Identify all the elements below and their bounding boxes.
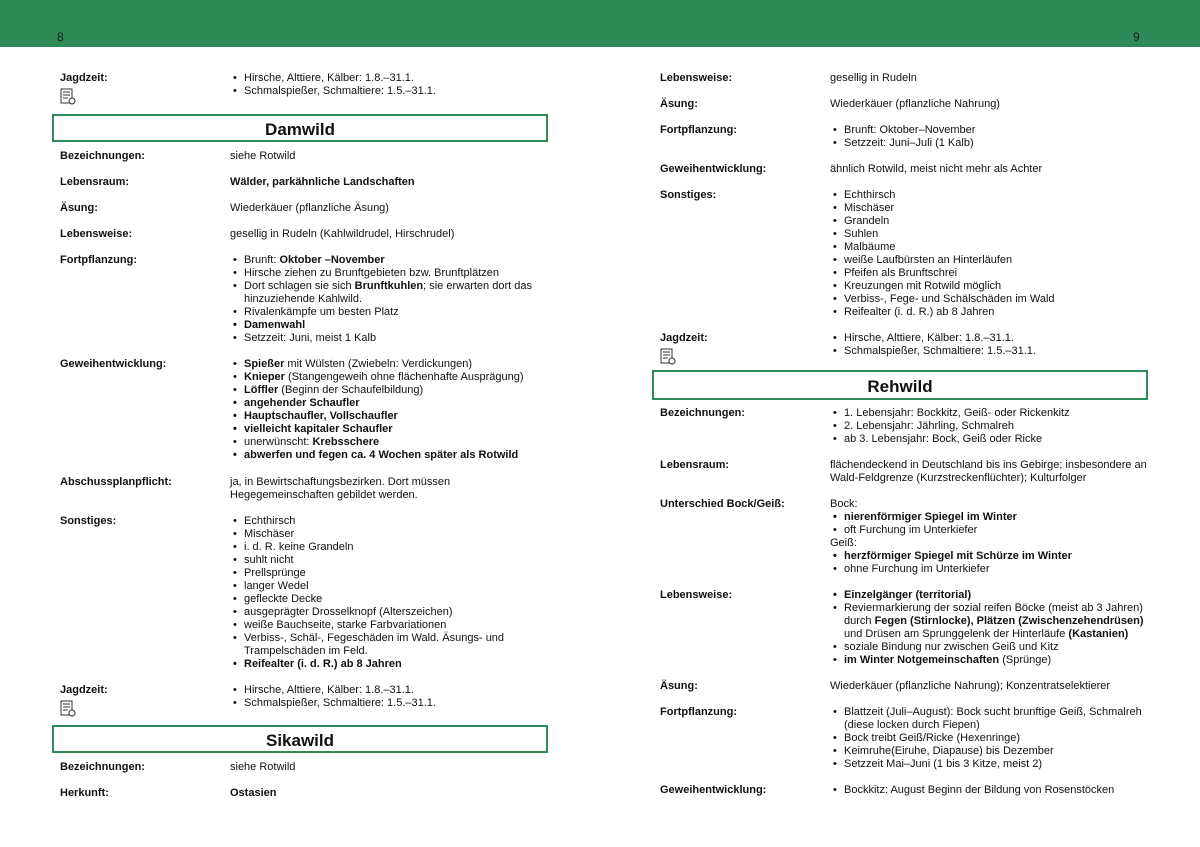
- list-item: • Hauptschaufler, Vollschaufler: [230, 410, 548, 423]
- list-item: • Mischäser: [830, 202, 1148, 215]
- list-item: • Prellsprünge: [230, 567, 548, 580]
- sublabel-bock: Bock:: [830, 498, 858, 510]
- list-item: • gefleckte Decke: [230, 593, 548, 606]
- row-value: Wiederkäuer (pflanzliche Nahrung): [830, 98, 1000, 110]
- calendar-document-icon: [60, 88, 76, 106]
- row-label: Herkunft:: [60, 787, 109, 799]
- list-item: • Pfeifen als Brunftschrei: [830, 267, 1148, 280]
- list-item: • oft Furchung im Unterkiefer: [830, 524, 1148, 537]
- list-item: • Brunft: Oktober –November: [230, 254, 548, 267]
- row-label: Lebensweise:: [60, 228, 133, 240]
- row-label: Äsung:: [660, 680, 698, 692]
- bezeichnungen-row: [60, 761, 548, 787]
- row-label: Jagdzeit:: [60, 72, 108, 84]
- geweihentwicklung-row: [660, 163, 1148, 189]
- abschussplanpflicht-row: [60, 476, 548, 515]
- list-item: • Reviermarkierung der sozial reifen Böcke (meist ab 3 Jahren) durch Fegen (Stirnlocke), Plätzen (Zwischenzehendrüsen) und Drüsen am Sprunggelenk der Hinterläufe (Kastanien): [830, 602, 1148, 641]
- herkunft-row: [60, 787, 548, 807]
- fortpflanzung-row: [660, 706, 1148, 784]
- list-item: • abwerfen und fegen ca. 4 Wochen später als Rotwild: [230, 449, 548, 462]
- row-value: ja, in Bewirtschaftungsbezirken. Dort müssen Hegegemeinschaften gebildet werden.: [230, 476, 451, 501]
- row-label: Lebensraum:: [60, 176, 130, 188]
- list-item: • Mischäser: [230, 528, 548, 541]
- list-item: • ohne Furchung im Unterkiefer: [830, 563, 1148, 576]
- list-item: • Echthirsch: [830, 189, 1148, 202]
- row-label: Lebensraum:: [660, 459, 730, 471]
- section-heading-rehwild: Rehwild: [652, 370, 1148, 400]
- list-item: • Malbäume: [830, 241, 1148, 254]
- list-item: • 2. Lebensjahr: Jährling, Schmalreh: [830, 420, 1148, 433]
- calendar-document-icon: [660, 348, 676, 366]
- lebensweise-row: [660, 72, 1148, 98]
- bezeichnungen-row: [60, 150, 548, 176]
- row-label: Sonstiges:: [660, 189, 717, 201]
- row-label: Fortpflanzung:: [660, 706, 737, 718]
- row-label: Jagdzeit:: [660, 332, 708, 344]
- row-value: gesellig in Rudeln: [830, 72, 917, 84]
- row-value: siehe Rotwild: [230, 761, 296, 773]
- list-item: • unerwünscht: Krebsschere: [230, 436, 548, 449]
- sonstiges-row: [60, 515, 548, 684]
- sublabel-geiss: Geiß:: [830, 537, 857, 549]
- row-value: Wälder, parkähnliche Landschaften: [230, 176, 415, 188]
- unterschied-row: [660, 498, 1148, 589]
- aesung-row: [660, 98, 1148, 124]
- lebensweise-row: [60, 228, 548, 254]
- bezeichnungen-row: [660, 407, 1148, 459]
- section-heading-sikawild: Sikawild: [52, 725, 548, 753]
- page-number-left: 8: [57, 30, 64, 44]
- list-item: • i. d. R. keine Grandeln: [230, 541, 548, 554]
- lebensraum-row: [60, 176, 548, 202]
- jagdzeit-row: [60, 72, 548, 110]
- row-value: siehe Rotwild: [230, 150, 296, 162]
- list-item: • Damenwahl: [230, 319, 548, 332]
- list-item: • Setzzeit Mai–Juni (1 bis 3 Kitze, meist 2): [830, 758, 1148, 771]
- list-item: • Hirsche, Alttiere, Kälber: 1.8.–31.1.: [230, 72, 548, 85]
- geweihentwicklung-row: [60, 358, 548, 476]
- row-value: Wiederkäuer (pflanzliche Nahrung); Konzentratselektierer: [830, 680, 1111, 692]
- aesung-row: [60, 202, 548, 228]
- list-item: • ausgeprägter Drosselknopf (Alterszeichen): [230, 606, 548, 619]
- sonstiges-row: [660, 189, 1148, 332]
- row-label: Fortpflanzung:: [60, 254, 137, 266]
- row-label: Äsung:: [60, 202, 98, 214]
- list-item: • herzförmiger Spiegel mit Schürze im Winter: [830, 550, 1148, 563]
- row-value: Ostasien: [230, 787, 277, 799]
- list-item: • angehender Schaufler: [230, 397, 548, 410]
- row-label: Unterschied Bock/Geiß:: [660, 498, 785, 510]
- list-item: • Spießer mit Wülsten (Zwiebeln: Verdickungen): [230, 358, 548, 371]
- row-value: Wiederkäuer (pflanzliche Äsung): [230, 202, 389, 214]
- row-label: Geweihentwicklung:: [660, 784, 767, 796]
- list-item: • Setzzeit: Juni, meist 1 Kalb: [230, 332, 548, 345]
- list-item: • Hirsche ziehen zu Brunftgebieten bzw. Brunftplätzen: [230, 267, 548, 280]
- list-item: • Einzelgänger (territorial): [830, 589, 1148, 602]
- list-item: • Blattzeit (Juli–August): Bock sucht brunftige Geiß, Schmalreh (diese locken durch Fiepen): [830, 706, 1148, 732]
- row-label: Äsung:: [660, 98, 698, 110]
- row-label: Lebensweise:: [660, 72, 733, 84]
- fortpflanzung-row: [60, 254, 548, 358]
- list-item: • ab 3. Lebensjahr: Bock, Geiß oder Ricke: [830, 433, 1148, 446]
- list-item: • suhlt nicht: [230, 554, 548, 567]
- list-item: • Schmalspießer, Schmaltiere: 1.5.–31.1.: [230, 85, 548, 98]
- row-value: ähnlich Rotwild, meist nicht mehr als Achter: [830, 163, 1043, 175]
- list-item: • Suhlen: [830, 228, 1148, 241]
- list-item: • Hirsche, Alttiere, Kälber: 1.8.–31.1.: [830, 332, 1148, 345]
- list-item: • Grandeln: [830, 215, 1148, 228]
- list-item: • Verbiss-, Schäl-, Fegeschäden im Wald. Äsungs- und Trampelschäden im Feld.: [230, 632, 548, 658]
- row-label: Bezeichnungen:: [60, 150, 145, 162]
- list-item: • weiße Bauchseite, starke Farbvariationen: [230, 619, 548, 632]
- list-item: • Reifealter (i. d. R.) ab 8 Jahren: [830, 306, 1148, 319]
- lebensraum-row: [660, 459, 1148, 498]
- list-item: • Setzzeit: Juni–Juli (1 Kalb): [830, 137, 1148, 150]
- list-item: • nierenförmiger Spiegel im Winter: [830, 511, 1148, 524]
- list-item: • 1. Lebensjahr: Bockkitz, Geiß- oder Rickenkitz: [830, 407, 1148, 420]
- list-item: • im Winter Notgemeinschaften (Sprünge): [830, 654, 1148, 667]
- row-label: Bezeichnungen:: [60, 761, 145, 773]
- left-page: [60, 72, 548, 807]
- list-item: • Löffler (Beginn der Schaufelbildung): [230, 384, 548, 397]
- list-item: • Schmalspießer, Schmaltiere: 1.5.–31.1.: [230, 697, 548, 710]
- list-item: • Schmalspießer, Schmaltiere: 1.5.–31.1.: [830, 345, 1148, 358]
- header-bar: [0, 0, 1200, 47]
- row-label: Geweihentwicklung:: [60, 358, 167, 370]
- jagdzeit-row: [60, 684, 548, 725]
- section-heading-damwild: Damwild: [52, 114, 548, 142]
- page-number-right: 9: [1133, 30, 1140, 44]
- list-item: • soziale Bindung nur zwischen Geiß und Kitz: [830, 641, 1148, 654]
- list-item: • Rivalenkämpfe um besten Platz: [230, 306, 548, 319]
- row-label: Lebensweise:: [660, 589, 733, 601]
- list-item: • Knieper (Stangengeweih ohne flächenhafte Ausprägung): [230, 371, 548, 384]
- row-label: Abschussplanpflicht:: [60, 476, 172, 488]
- list-item: • Dort schlagen sie sich Brunftkuhlen; sie erwarten dort das hinzuziehende Kahlwild.: [230, 280, 548, 306]
- list-item: • Keimruhe(Eiruhe, Diapause) bis Dezember: [830, 745, 1148, 758]
- aesung-row: [660, 680, 1148, 706]
- row-label: Jagdzeit:: [60, 684, 108, 696]
- list-item: • Bock treibt Geiß/Ricke (Hexenringe): [830, 732, 1148, 745]
- list-item: • vielleicht kapitaler Schaufler: [230, 423, 548, 436]
- right-page: [660, 72, 1148, 804]
- list-item: • Hirsche, Alttiere, Kälber: 1.8.–31.1.: [230, 684, 548, 697]
- list-item: • Reifealter (i. d. R.) ab 8 Jahren: [230, 658, 548, 671]
- list-item: • langer Wedel: [230, 580, 548, 593]
- list-item: • Echthirsch: [230, 515, 548, 528]
- list-item: • weiße Laufbürsten an Hinterläufen: [830, 254, 1148, 267]
- list-item: • Brunft: Oktober–November: [830, 124, 1148, 137]
- row-label: Sonstiges:: [60, 515, 117, 527]
- row-value: flächendeckend in Deutschland bis ins Gebirge; insbesondere an Wald-Feldgrenze (Kurzstreckenflüchter); Kulturfolger: [830, 459, 1147, 484]
- list-item: • Verbiss-, Fege- und Schälschäden im Wald: [830, 293, 1148, 306]
- row-label: Geweihentwicklung:: [660, 163, 767, 175]
- row-label: Fortpflanzung:: [660, 124, 737, 136]
- jagdzeit-row: [660, 332, 1148, 370]
- list-item: • Bockkitz: August Beginn der Bildung von Rosenstöcken: [830, 784, 1148, 797]
- row-label: Bezeichnungen:: [660, 407, 745, 419]
- geweihentwicklung-row: [660, 784, 1148, 804]
- lebensweise-row: [660, 589, 1148, 680]
- calendar-document-icon: [60, 700, 76, 718]
- row-value: gesellig in Rudeln (Kahlwildrudel, Hirschrudel): [230, 228, 455, 240]
- list-item: • Kreuzungen mit Rotwild möglich: [830, 280, 1148, 293]
- fortpflanzung-row: [660, 124, 1148, 163]
